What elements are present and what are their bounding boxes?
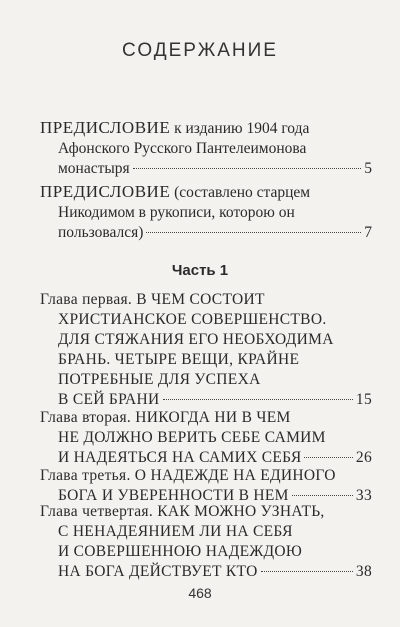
entry-title-rest: к изданию 1904 года: [170, 120, 310, 137]
entry-line: НЕ ДОЛЖНО ВЕРИТЬ СЕБЕ САМИМ: [58, 429, 326, 446]
dot-leader: [163, 399, 353, 400]
entry-leader-line: [40, 223, 372, 243]
dot-leader: [133, 168, 362, 169]
folio-page-number: 468: [188, 585, 212, 601]
entry-line: Глава вторая. НИКОГДА НИ В ЧЕМ: [40, 409, 291, 426]
dot-leader: [292, 495, 353, 496]
entry-line: Глава первая. В ЧЕМ СОСТОИТ: [40, 291, 265, 308]
page-number: 7: [364, 224, 372, 241]
entry-line: пользовался): [58, 224, 144, 241]
part-title: Часть 1: [171, 262, 229, 279]
entry-line: Глава четвертая. КАК МОЖНО УЗНАТЬ,: [40, 503, 325, 520]
entry-line: ПОТРЕБНЫЕ ДЛЯ УСПЕХА: [58, 371, 261, 388]
entry-line: С НЕНАДЕЯНИЕМ ЛИ НА СЕБЯ: [58, 523, 293, 540]
toc-entry-chapter-3[interactable]: [40, 466, 372, 506]
entry-title-rest: (составлено старцем: [170, 184, 311, 201]
entry-line: ДЛЯ СТЯЖАНИЯ ЕГО НЕОБХОДИМА: [58, 331, 334, 348]
toc-entry-chapter-2[interactable]: [40, 408, 372, 468]
entry-line: НА БОГА ДЕЙСТВУЕТ КТО: [58, 563, 258, 580]
entry-title: ПРЕДИСЛОВИЕ: [40, 118, 171, 137]
toc-entry-preface-1[interactable]: [40, 118, 372, 179]
entry-line: БРАНЬ. ЧЕТЫРЕ ВЕЩИ, КРАЙНЕ: [58, 351, 300, 368]
entry-title: ПРЕДИСЛОВИЕ: [40, 182, 171, 201]
dot-leader: [146, 232, 361, 233]
entry-leader-line: [40, 562, 372, 582]
entry-leader-line: [40, 448, 372, 468]
entry-line: И СОВЕРШЕННОЮ НАДЕЖДОЮ: [58, 543, 303, 560]
entry-line: Глава третья. О НАДЕЖДЕ НА ЕДИНОГО: [40, 467, 336, 484]
dot-leader: [304, 457, 352, 458]
page-number: 33: [355, 487, 372, 504]
entry-line: ХРИСТИАНСКОЕ СОВЕРШЕНСТВО.: [58, 311, 327, 328]
entry-leader-line: [40, 390, 372, 410]
entry-line: Никодимом в рукописи, которою он: [58, 204, 295, 221]
page-number: 26: [355, 449, 372, 466]
toc-entry-chapter-4[interactable]: [40, 502, 372, 582]
entry-leader-line: [40, 159, 372, 179]
toc-heading: СОДЕРЖАНИЕ: [122, 40, 278, 61]
entry-line: И НАДЕЯТЬСЯ НА САМИХ СЕБЯ: [58, 449, 302, 466]
page-number: 15: [355, 391, 372, 408]
dot-leader: [261, 571, 353, 572]
entry-line: В СЕЙ БРАНИ: [58, 391, 160, 408]
entry-line: монастыря: [58, 160, 130, 177]
toc-entry-preface-2[interactable]: [40, 182, 372, 243]
page-number: 38: [355, 563, 372, 580]
toc-entry-chapter-1[interactable]: [40, 290, 372, 410]
entry-line: БОГА И УВЕРЕННОСТИ В НЕМ: [58, 487, 289, 504]
page-number: 5: [364, 160, 372, 177]
entry-line: Афонского Русского Пантелеимонова: [58, 140, 307, 157]
